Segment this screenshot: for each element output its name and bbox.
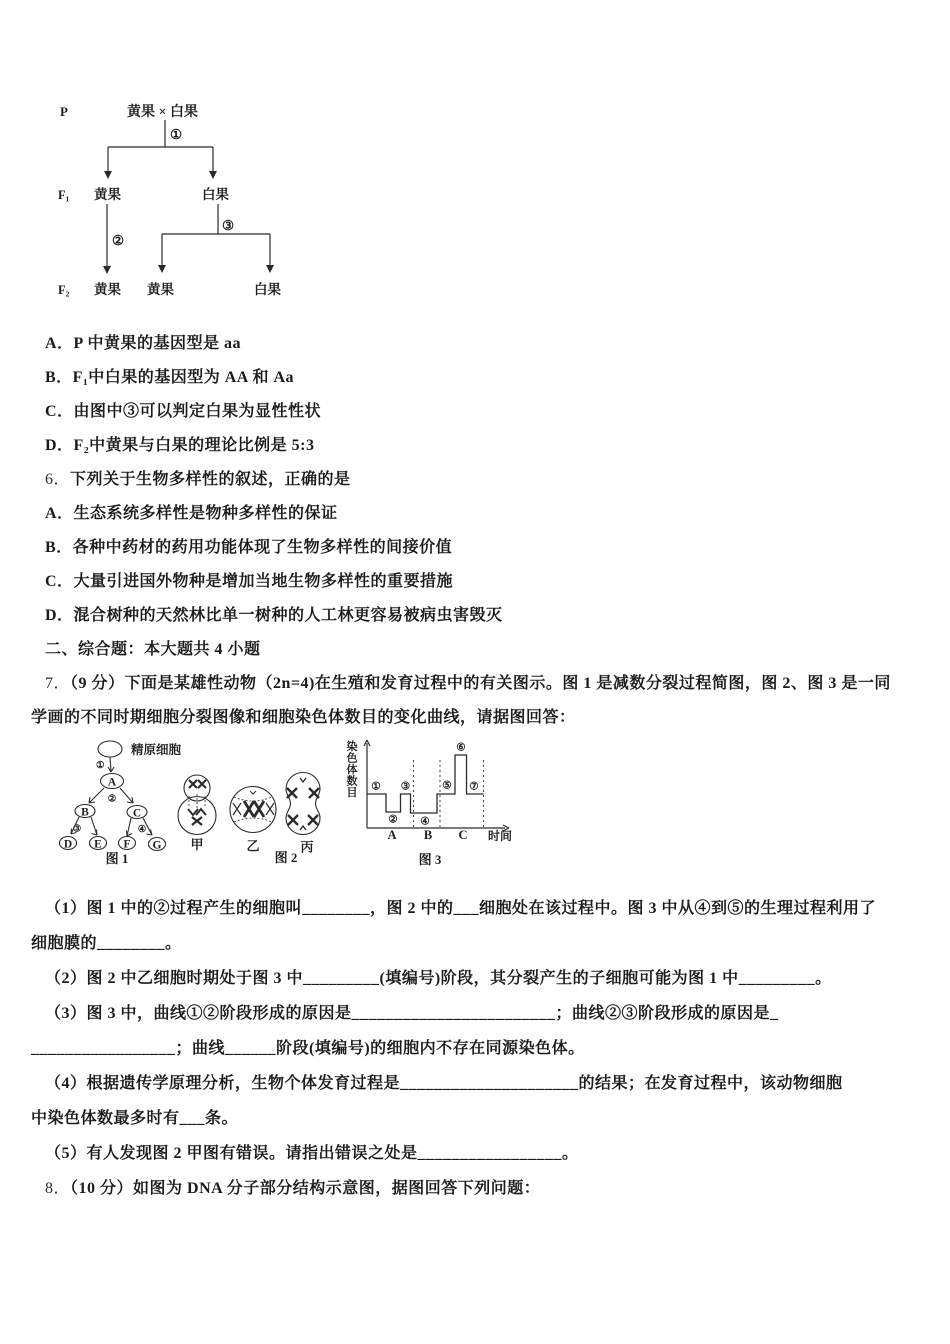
pedigree-connector-lines <box>107 120 270 268</box>
section-2-header <box>45 639 922 661</box>
fig3-marker-5: ⑤ <box>442 780 452 792</box>
fig1-node-f: F <box>123 838 131 851</box>
text-segment: （4）根据遗传学原理分析，生物个体发育过程是_____________________的结果；在发育过程中，该动物细胞 <box>45 1075 843 1092</box>
text-segment: D．F₂中黄果与白果的理论比例是 5:3 <box>45 437 315 454</box>
text-segment: B．F₁中白果的基因型为 AA 和 Aa <box>45 369 295 386</box>
fig1-step4-circle: ④ <box>137 825 147 835</box>
q7-sub1-line2 <box>31 933 922 955</box>
question-number: 7． <box>45 675 71 692</box>
fig2-cell-bing <box>286 773 320 835</box>
q6-stem <box>45 469 922 491</box>
question-number: 6． <box>45 471 71 488</box>
fig3-ylabel-char1: 染 <box>346 741 358 753</box>
fig3-ylabel-char5: 目 <box>346 787 358 799</box>
fig3-ylabel-char2: 色 <box>346 752 358 765</box>
fig3-ylabel-char3: 体 <box>346 764 358 776</box>
text-segment: A．P 中黄果的基因型是 aa <box>45 335 241 352</box>
q7-sub3-line1 <box>45 1003 922 1025</box>
text-segment: A．生态系统多样性是物种多样性的保证 <box>45 505 338 522</box>
fig3-phase-a: A <box>387 828 397 842</box>
q6-option-b <box>45 537 922 559</box>
q6-option-a <box>45 503 922 525</box>
q6-option-c <box>45 571 922 593</box>
pedigree-p-label: P <box>60 104 68 119</box>
subquestions-text-block <box>0 898 950 1200</box>
fig1-node-b: B <box>81 806 89 819</box>
fig3-marker-3: ③ <box>400 781 411 793</box>
q7-sub2 <box>45 968 922 990</box>
q7-sub4-line1 <box>45 1073 922 1095</box>
fig2-cell-jia <box>178 775 216 835</box>
fig3-phase-b: B <box>423 828 433 842</box>
cell-division-figure <box>55 735 515 870</box>
q7-sub1-line1 <box>45 898 922 920</box>
fig3-axes <box>364 740 509 831</box>
text-segment: D．混合树种的天然林比单一树种的人工林更容易被病虫害毁灭 <box>45 607 503 624</box>
pedigree-f2-label: F₂ <box>58 283 70 297</box>
text-segment: （5）有人发现图 2 甲图有错误。请指出错误之处是_________________。 <box>45 1145 579 1162</box>
text-segment: 学画的不同时期细胞分裂图像和细胞染色体数目的变化曲线，请据图回答： <box>31 709 576 726</box>
fig1-node-c: C <box>132 807 142 820</box>
fig2-label-bing: 丙 <box>300 839 314 855</box>
fig2-label-yi: 乙 <box>246 838 260 854</box>
q5-option-a <box>45 333 922 355</box>
fig1-node-e: E <box>94 838 102 851</box>
fig3-marker-2: ② <box>388 814 398 826</box>
fig2-caption: 图 2 <box>274 850 298 865</box>
text-segment: （10 分）如图为 DNA 分子部分结构示意图，据图回答下列问题： <box>70 1180 541 1197</box>
questions-text-block <box>0 333 950 729</box>
q7-sub5 <box>45 1143 922 1165</box>
q7-sub4-line2 <box>31 1108 922 1130</box>
q5-option-b <box>45 367 922 389</box>
q5-option-c <box>45 401 922 423</box>
pedigree-step2-circle: ② <box>112 233 125 248</box>
q6-option-d <box>45 605 922 627</box>
fig3-step-curve <box>367 755 484 813</box>
text-segment: C．由图中③可以判定白果为显性性状 <box>45 403 322 420</box>
fig3-xlabel: 时间 <box>488 829 513 843</box>
text-segment: （1）图 1 中的②过程产生的细胞叫________，图 2 中的___细胞处在该过程中。图 3 中从④到⑤的生理过程利用了 <box>45 900 877 917</box>
fig3-ylabel-char4: 数 <box>346 775 358 788</box>
text-segment: C．大量引进国外物种是增加当地生物多样性的重要措施 <box>45 573 454 590</box>
q8-stem <box>45 1178 922 1200</box>
fig2-cell-yi <box>230 787 276 833</box>
pedigree-f2-white: 白果 <box>254 282 281 297</box>
pedigree-f2-yellow1: 黄果 <box>94 282 121 297</box>
text-segment: _________________；曲线______阶段(填编号)的细胞内不存在同源染色体。 <box>31 1040 585 1057</box>
fig3-marker-7: ⑦ <box>469 781 479 793</box>
text-segment: 下列关于生物多样性的叙述，正确的是 <box>70 471 351 488</box>
text-segment: 细胞膜的________。 <box>31 935 182 952</box>
pedigree-f1-left: 黄果 <box>94 187 121 202</box>
pedigree-step3-circle: ③ <box>222 218 235 233</box>
text-segment: 中染色体数最多时有___条。 <box>31 1110 239 1127</box>
question-number: 8． <box>45 1180 71 1197</box>
fig2-label-jia: 甲 <box>190 837 204 852</box>
text-segment: B．各种中药材的药用功能体现了生物多样性的间接价值 <box>45 539 453 556</box>
fig1-node-a: A <box>107 776 117 789</box>
pedigree-f1-right: 白果 <box>202 187 229 202</box>
fig1-node-g: G <box>152 839 162 852</box>
fig1-caption: 图 1 <box>105 851 129 866</box>
pedigree-step1-circle: ① <box>170 127 183 142</box>
q7-stem-line2 <box>31 707 922 729</box>
pedigree-f1-label: F₁ <box>58 188 70 202</box>
text-segment: （9 分）下面是某雄性动物（2n=4)在生殖和发育过程中的有关图示。图 1 是减数分裂过程简图，图 2、图 3 是一同 <box>70 675 891 692</box>
pedigree-cross-text: 黄果 × 白果 <box>127 105 198 120</box>
fig3-marker-4: ④ <box>420 816 430 828</box>
fig1-title: 精原细胞 <box>131 743 182 757</box>
pedigree-cross-diagram <box>40 98 340 305</box>
pedigree-arrowheads <box>103 171 274 274</box>
fig3-marker-1: ① <box>371 781 381 793</box>
fig1-step3-circle: ③ <box>72 824 82 835</box>
fig3-phase-c: C <box>458 828 468 842</box>
fig3-caption: 图 3 <box>418 852 442 867</box>
q7-sub3-line2 <box>31 1038 922 1060</box>
text-segment: （2）图 2 中乙细胞时期处于图 3 中_________(填编号)阶段，其分裂产生的子细胞可能为图 1 中_________。 <box>45 970 832 987</box>
text-segment: （3）图 3 中，曲线①②阶段形成的原因是________________________；曲线②③阶段形成的原因是_ <box>45 1005 779 1022</box>
text-segment: 二、综合题：本大题共 4 小题 <box>45 641 261 658</box>
fig1-step2-circle: ② <box>107 794 117 805</box>
pedigree-f2-yellow2: 黄果 <box>147 282 174 297</box>
fig3-marker-6: ⑥ <box>456 742 466 754</box>
fig1-step1-circle: ① <box>96 761 105 771</box>
q5-option-d <box>45 435 922 457</box>
q7-stem-line1 <box>45 673 922 695</box>
fig1-node-d: D <box>63 838 73 851</box>
